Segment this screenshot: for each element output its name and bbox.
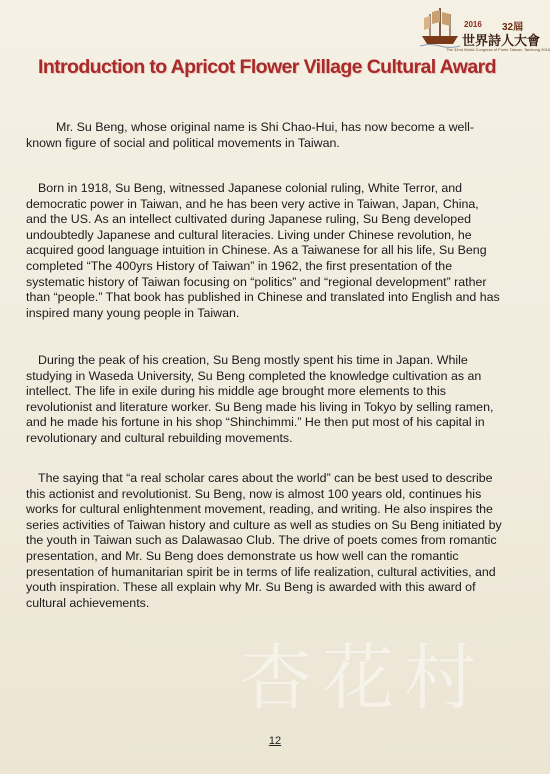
logo-year: 2016 [464,20,482,29]
logo-edition: 32屆 [502,22,524,33]
congress-logo [416,6,550,52]
paragraph-award-reason: The saying that “a real scholar cares about the world” can be best used to describe this actionist and revolutionist. Su Beng, now is almost 100 years old, continues his works for cultural enlightenment movement, reading, and writing. He also inspires the series activities of Taiwan history and culture as well as studies on Su Beng initiated by the youth in Taiwan such as Dalawasao Club. The drive of poets comes from romantic presentation, and Mr. Su Beng does demonstrate us how well can the romantic presentation of humanitarian spirit be in terms of life realization, cultural activities, and youth inspiration. These all explain why Mr. Su Beng is awarded with this award of cultural achievements. [26,471,502,610]
logo-congress-name: 世界詩人大會 [462,33,541,48]
page-number: 12 [268,735,282,747]
paragraph-biography: Born in 1918, Su Beng, witnessed Japanese colonial ruling, White Terror, and democratic power in Taiwan, and he has been very active in Taiwan, Japan, China, and the US. As an intellect cultivated during Japanese ruling, Su Beng developed undoubtedly Japanese and cultural literacies. Living under Chinese revolution, he acquired good language intuition in Chinese. As a Taiwanese for all his life, Su Beng completed “The 400yrs History of Taiwan” in 1962, the first presentation of the systematic history of Taiwan focusing on “politics” and “regional development” rather than “people.” That book has published in Chinese and translated into English and has inspired many young people in Taiwan. [26,181,500,320]
calligraphy-watermark [240,620,530,730]
paragraph-intro: Mr. Su Beng, whose original name is Shi Chao-Hui, has now become a well-known figure of social and political movements in Taiwan. [26,120,475,150]
watermark-text: 杏花村 [240,636,487,720]
page-title: Introduction to Apricot Flower Village Cultural Award [38,56,496,78]
logo-subtitle: The 32nd World Congress of Poets Taiwan, Taichung 2016 [446,47,550,52]
ship-icon [420,6,460,50]
paragraph-japan: During the peak of his creation, Su Beng mostly spent his time in Japan. While studying in Waseda University, Su Beng completed the knowledge cultivation as an intellect. The life in exile during his middle age brought more elements to this revolutionist and literature worker. Su Beng made his living in Tokyo by selling ramen, and he made his fortune in his shop “Shinchimmi.” He then put most of his capital in revolutionary and cultural rebuilding movements. [26,353,494,445]
